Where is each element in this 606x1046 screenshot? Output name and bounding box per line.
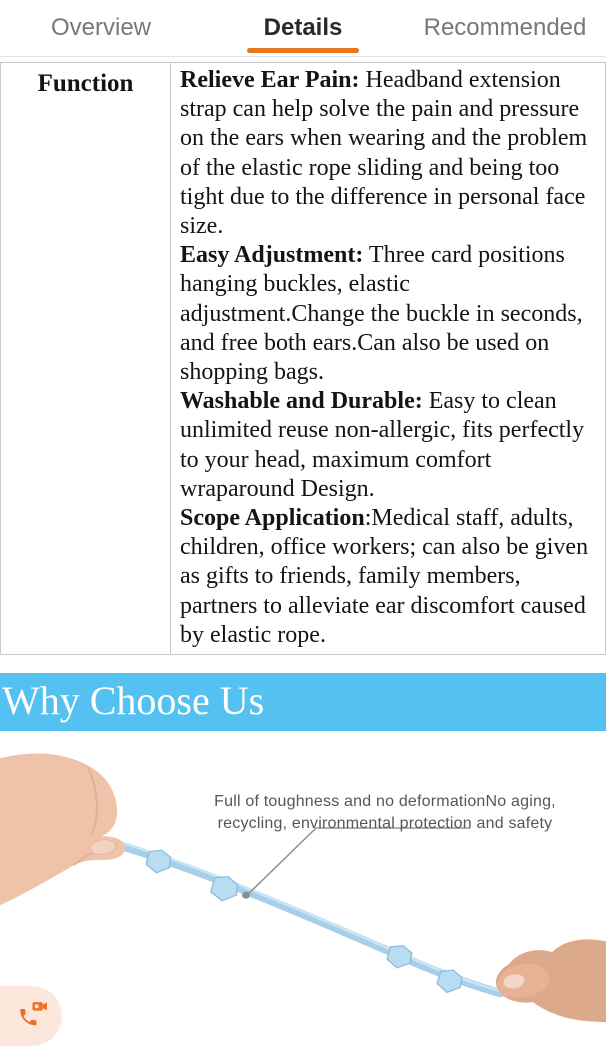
paragraph-lead: Washable and Durable: [180, 388, 423, 415]
paragraph-body: Three card positions hanging buckles, elastic adjustment.Change the buckle in seconds, and free both ears.Can also be used on shopping bags. [180, 242, 583, 386]
figure-caption [175, 791, 595, 835]
paragraph-body: :Medical staff, adults, children, office workers; can also be given as gifts to friends, family members, partners to alleviate ear discomfort caused by elastic rope. [180, 505, 589, 648]
function-row-label: Function [1, 63, 171, 654]
tab-overview[interactable]: Overview [50, 14, 152, 41]
paragraph-scope-application [180, 504, 596, 650]
spec-table [0, 62, 606, 655]
right-hand [496, 939, 606, 1022]
tab-bar [0, 0, 606, 57]
tab-details[interactable]: Details [202, 0, 404, 56]
video-call-button[interactable] [0, 986, 62, 1046]
paragraph-washable-durable [180, 387, 596, 504]
leader-line [242, 828, 470, 899]
tab-recommended[interactable]: Recommended [423, 14, 587, 41]
leader-dot [242, 892, 250, 899]
paragraph-lead: Scope Application [180, 505, 365, 532]
video-call-icon [16, 1001, 48, 1031]
paragraph-lead: Relieve Ear Pain: [180, 67, 360, 93]
strap-knob [383, 942, 416, 972]
function-row-content [171, 63, 605, 654]
caption-line-2: recycling, environmental protection and safety [217, 815, 553, 833]
caption-line-1: Full of toughness and no deformationNo aging, [214, 793, 556, 811]
section-banner-why-choose-us: Why Choose Us [0, 673, 606, 731]
paragraph-easy-adjustment [180, 241, 596, 387]
paragraph-body: Headband extension strap can help solve the pain and pressure on the ears when wearing and the problem of the elastic rope sliding and being too tight due to the difference in personal face size. [180, 67, 588, 240]
table-row [0, 62, 606, 655]
left-hand [0, 754, 125, 906]
paragraph-relieve-ear-pain [180, 66, 596, 241]
paragraph-body: Easy to clean unlimited reuse non-allergic, fits perfectly to your head, maximum comfort wraparound Design. [180, 388, 585, 502]
paragraph-lead: Easy Adjustment: [180, 242, 364, 269]
product-figure [0, 731, 606, 1024]
product-photo-illustration [0, 731, 606, 1024]
